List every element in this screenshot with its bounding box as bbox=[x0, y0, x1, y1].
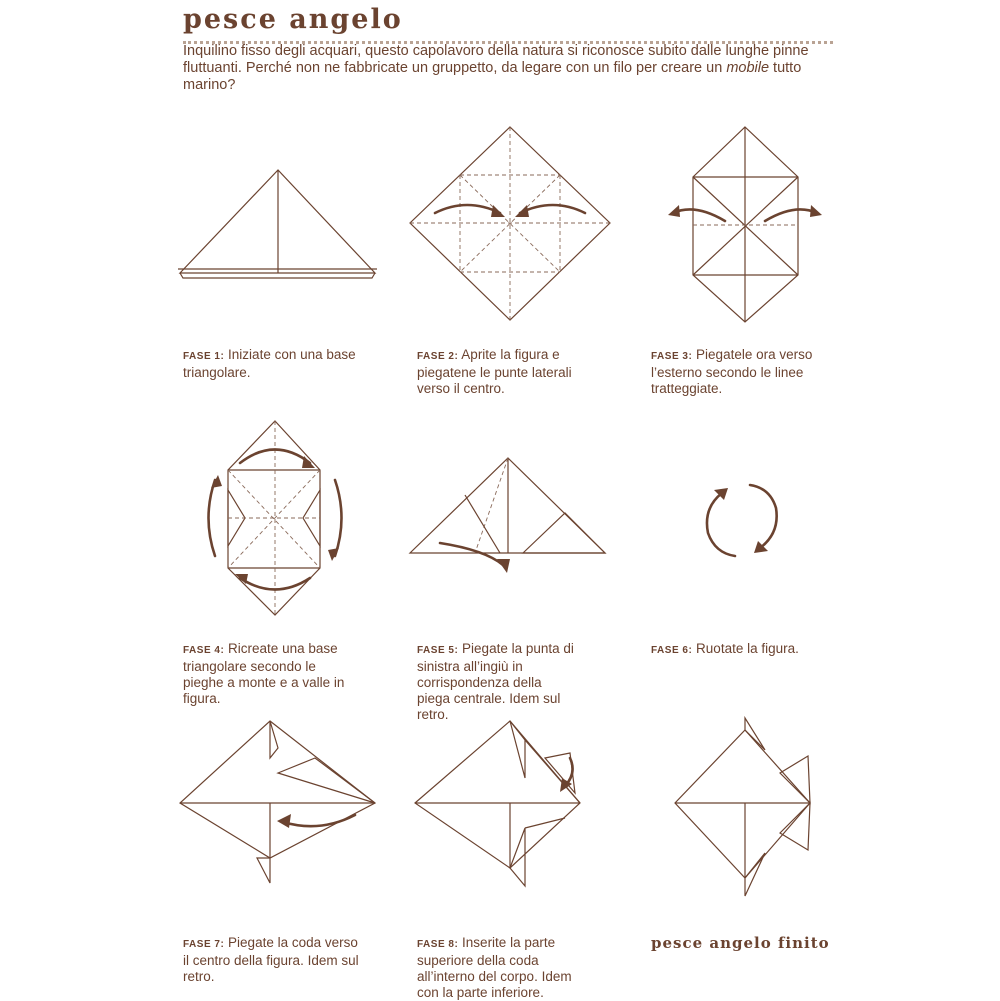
step-7-text: Piegate la coda verso il centro della figura. Idem sul retro. bbox=[183, 935, 359, 984]
step-8-caption bbox=[417, 935, 597, 1001]
step-3-label: FASE 3: bbox=[651, 351, 693, 362]
step-2-caption bbox=[417, 347, 577, 397]
step-6-text: Ruotate la figura. bbox=[692, 641, 799, 656]
page-title: pesce angelo bbox=[183, 4, 403, 35]
step-1-label: FASE 1: bbox=[183, 351, 225, 362]
step-5-label: FASE 5: bbox=[417, 645, 459, 656]
step-7-diagram bbox=[175, 718, 385, 888]
step-6-rotate-arrows bbox=[700, 478, 785, 563]
step-8-label: FASE 8: bbox=[417, 939, 459, 950]
step-8-diagram bbox=[405, 718, 595, 888]
step-4-caption bbox=[183, 641, 353, 707]
intro-paragraph bbox=[183, 43, 843, 94]
step-1-text: Iniziate con una base triangolare. bbox=[183, 347, 356, 380]
step-2-text: Aprite la figura e piegatene le punte laterali verso il centro. bbox=[417, 347, 572, 396]
step-8-text: Inserite la parte superiore della coda all’interno del corpo. Idem con la parte inferiore. bbox=[417, 935, 572, 1000]
step-2-label: FASE 2: bbox=[417, 351, 459, 362]
finished-fish-diagram bbox=[670, 718, 820, 898]
step-5-text: Piegate la punta di sinistra all’ingiù in corrispondenza della piega centrale. Idem sul retro. bbox=[417, 641, 574, 722]
step-3-text: Piegatele ora verso l’esterno secondo le linee tratteggiate. bbox=[651, 347, 813, 396]
step-7-label: FASE 7: bbox=[183, 939, 225, 950]
step-1-diagram bbox=[175, 165, 385, 280]
intro-text-after: tutto marino? bbox=[183, 60, 802, 93]
step-6-caption bbox=[651, 641, 831, 659]
step-5-diagram bbox=[405, 455, 615, 585]
step-3-diagram bbox=[665, 125, 825, 325]
step-4-diagram bbox=[200, 418, 350, 618]
step-2-diagram bbox=[405, 125, 615, 325]
intro-italic-word: mobile bbox=[726, 60, 770, 76]
step-1-caption bbox=[183, 347, 383, 381]
step-4-text: Ricreate una base triangolare secondo le pieghe a monte e a valle in figura. bbox=[183, 641, 345, 706]
step-7-caption bbox=[183, 935, 363, 985]
intro-text-before: Inquilino fisso degli acquari, questo capolavoro della natura si riconosce subito dalle lunghe pinne fluttuanti. Perché non ne fabbricate un gruppetto, da legare con un filo per creare un bbox=[183, 43, 809, 76]
step-6-label: FASE 6: bbox=[651, 645, 693, 656]
step-4-label: FASE 4: bbox=[183, 645, 225, 656]
step-3-caption bbox=[651, 347, 831, 397]
finished-label: pesce angelo finito bbox=[651, 934, 830, 952]
step-5-caption bbox=[417, 641, 577, 723]
